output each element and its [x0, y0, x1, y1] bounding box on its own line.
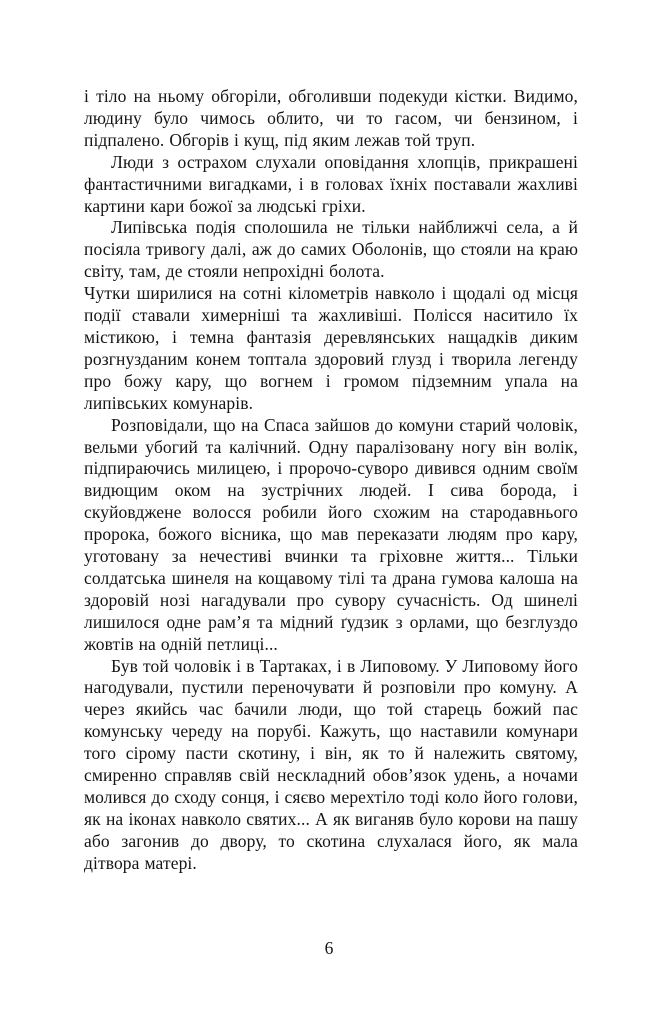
paragraph: Чутки ширилися на сотні кілометрів навколо і щодалі од місця події ставали химерніші та жахливіші. Полісся наситило їх містикою, і темна фантазія деревлянських нащадків диким розгнузданим конем топтала здоровий глузд і творила легенду про божу кару, що вогнем і громом підземним упала на липівських комунарів.: [84, 283, 578, 413]
paragraph: Був той чоловік і в Тартаках, і в Липовому. У Липовому його нагодували, пустили переночувати й розповіли про комуну. А через якийсь час бачили люди, що той старець божий пас комунську череду на порубі. Кажуть, що наставили комунари того сірому пасти скотину, і він, як то й належить святому, смиренно справляв свій нескладний обов’язок удень, а ночами молився до сходу сонця, і сяєво мерехтіло тоді коло його голови, як на іконах навколо святих... А як виганяв було корови на пашу або загонив до двору, то скотина слухалася його, як мала дітвора матері.: [84, 655, 578, 873]
paragraph: Розповідали, що на Спаса зайшов до комуни старий чоловік, вельми убогий та калічний. Одну паралізовану ногу він волік, підпираючись милицею, і пророчо-суворо дивився одним своїм видющим оком на зустрічних людей. І сива борода, і скуйовджене волосся робили його схожим на стародавнього пророка, божого вісника, що мав переказати людям про кару, уготовану за нечестиві вчинки та гріховне життя... Тільки солдатська шинеля на кощавому тілі та драна гумова калоша на здоровій нозі нагадували про сувору сучасність. Од шинелі лишилося одне рам’я та мідний ґудзик з орлами, що безглуздо жовтів на одній петлиці...: [84, 414, 578, 654]
paragraph: і тіло на ньому обгоріли, обголивши подекуди кістки. Видимо, людину було чимось облито, чи то гасом, чи бензином, і підпалено. Обгорів і кущ, під яким лежав той труп.: [84, 86, 578, 150]
paragraph: Липівська подія сполошила не тільки найближчі села, а й посіяла тривогу далі, аж до самих Оболонів, що стояли на краю світу, там, де стояли непрохідні болота.: [84, 217, 578, 282]
paragraph: Люди з острахом слухали оповідання хлопців, прикрашені фантастичними вигадками, і в головах їхніх поставали жахливі картини кари божої за людські гріхи.: [84, 151, 578, 216]
page-number: 6: [324, 938, 334, 958]
text-block: [84, 86, 578, 875]
